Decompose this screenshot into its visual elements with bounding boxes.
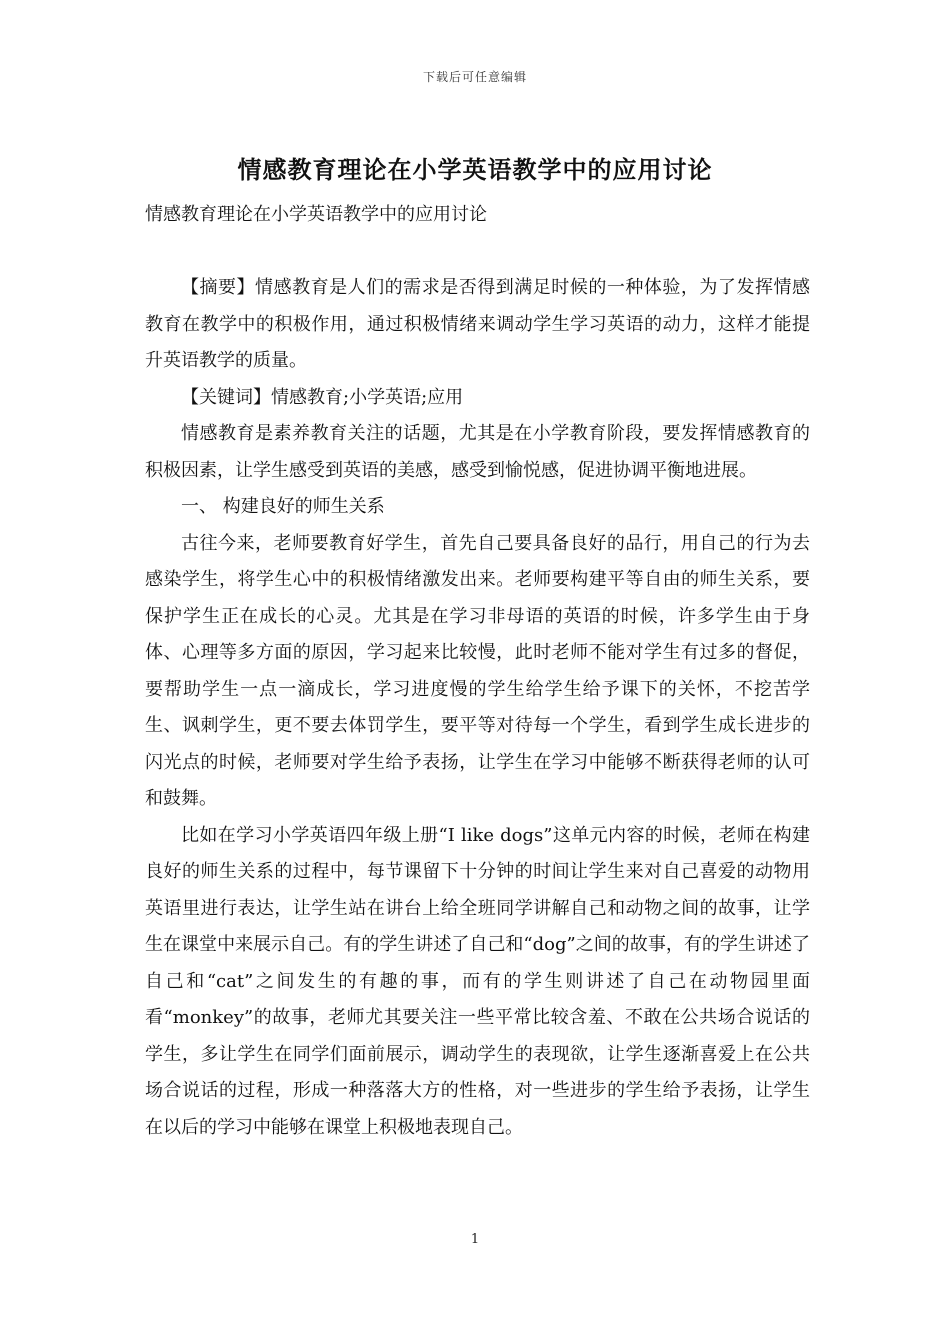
body-paragraph: 古往今来，老师要教育好学生，首先自己要具备良好的品行，用自己的行为去感染学生，将学生心中的积极情绪激发出来。老师要构建平等自由的师生关系，要保护学生正在成长的心灵。尤其是在学习非母语的英语的时候，许多学生由于身体、心理等多方面的原因，学习起来比较慢，此时老师不能对学生有过多的督促，要帮助学生一点一滴成长，学习进度慢的学生给学生给予课下的关怀，不挖苦学生、讽刺学生，更不要去体罚学生，要平等对待每一个学生，看到学生成长进步的闪光点的时候，老师要对学生给予表扬，让学生在学习中能够不断获得老师的认可和鼓舞。 (145, 532, 810, 809)
intro-paragraph: 情感教育是素养教育关注的话题，尤其是在小学教育阶段，要发挥情感教育的积极因素，让学生感受到英语的美感，感受到愉悦感，促进协调平衡地进展。 (145, 423, 810, 481)
document-title: 情感教育理论在小学英语教学中的应用讨论 (237, 155, 713, 184)
header-note: 下载后可任意编辑 (422, 70, 527, 84)
abstract-paragraph: 【摘要】情感教育是人们的需求是否得到满足时候的一种体验，为了发挥情感教育在教学中的积极作用，通过积极情绪来调动学生学习英语的动力，这样才能提升英语教学的质量。 (145, 277, 810, 371)
page-number: 1 (470, 1232, 480, 1247)
body-paragraph: 比如在学习小学英语四年级上册“I like dogs”这单元内容的时候，老师在构建良好的师生关系的过程中，每节课留下十分钟的时间让学生来对自己喜爱的动物用英语里进行表达，让学生站在讲台上给全班同学讲解自己和动物之间的故事，让学生在课堂中来展示自己。有的学生讲述了自己和“dog”之间的故事，有的学生讲述了自己和“cat”之间发生的有趣的事，而有的学生则讲述了自己在动物园里面看“monkey”的故事，老师尤其要关注一些平常比较含羞、不敢在公共场合说话的学生，多让学生在同学们面前展示，调动学生的表现欲，让学生逐渐喜爱上在公共场合说话的过程，形成一种落落大方的性格，对一些进步的学生给予表扬，让学生在以后的学习中能够在课堂上积极地表现自己。 (145, 824, 810, 1138)
document-subtitle: 情感教育理论在小学英语教学中的应用讨论 (145, 204, 487, 225)
keywords-paragraph: 【关键词】情感教育;小学英语;应用 (181, 386, 464, 408)
section-heading: 一、 构建良好的师生关系 (181, 496, 385, 517)
document-body (145, 270, 810, 1146)
